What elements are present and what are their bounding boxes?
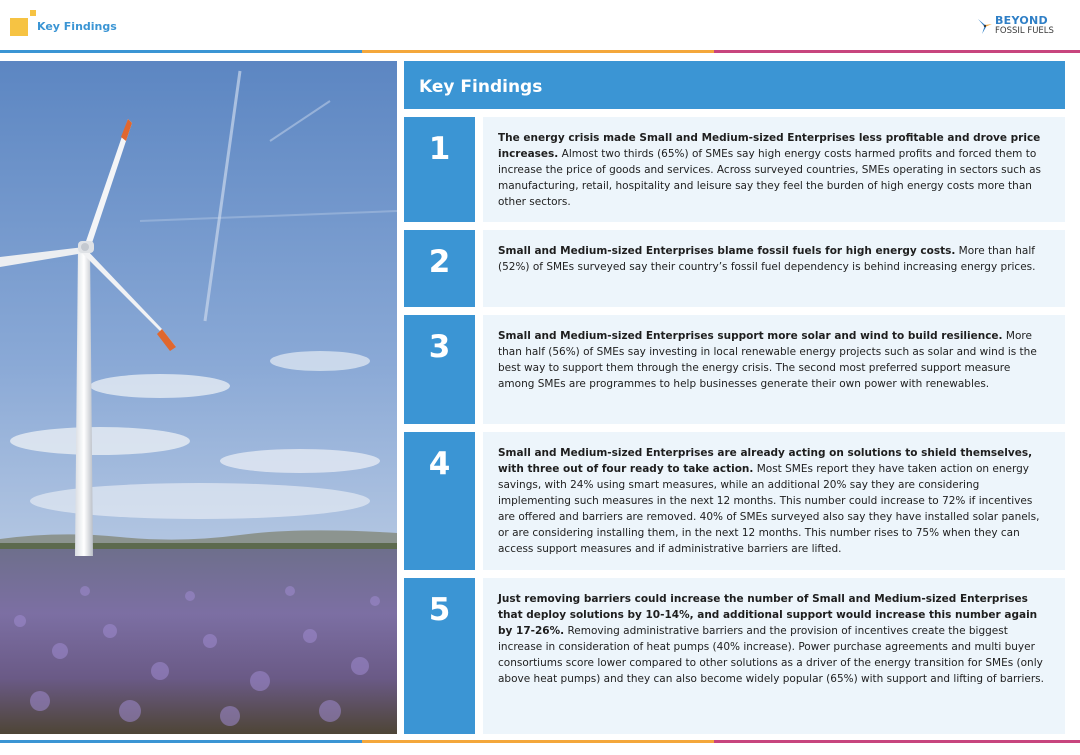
finding-2: [404, 230, 1065, 307]
wind-turbine-photo: [0, 61, 397, 734]
page-header: [0, 0, 1080, 50]
finding-body: Almost two thirds (65%) of SMEs say high energy costs harmed profits and forced them to increase the price of goods and services. Across surveyed countries, SMEs operating in sectors such as manufacturing, retail, hospitality and leisure say they feel the burden of high energy costs more than other sectors.: [498, 148, 1041, 208]
finding-text: [498, 243, 1050, 275]
finding-3: [404, 315, 1065, 424]
finding-text-box: [483, 432, 1065, 570]
finding-headline: Just removing barriers could increase the number of Small and Medium-sized Enterprises that deploy solutions by 10-14%, and additional support would increase this number again by 17-26%.: [498, 593, 1038, 637]
panel-title: Key Findings: [419, 77, 543, 97]
wind-turbine-brand-icon: [976, 16, 994, 36]
finding-text-box: [483, 315, 1065, 424]
finding-text-box: [483, 117, 1065, 222]
finding-text: [498, 445, 1050, 557]
finding-1: [404, 117, 1065, 222]
finding-number: 5: [428, 592, 451, 628]
finding-number: 1: [428, 131, 451, 167]
finding-4: [404, 432, 1065, 570]
finding-number: 2: [428, 244, 451, 280]
beyond-fossil-fuels-logo: [976, 14, 1066, 38]
header-section-title: Key Findings: [37, 20, 117, 33]
finding-number: 3: [428, 329, 451, 365]
finding-text-box: [483, 578, 1065, 734]
finding-text: [498, 591, 1050, 687]
finding-number-box: [404, 578, 475, 734]
finding-headline: Small and Medium-sized Enterprises support more solar and wind to build resilience.: [498, 330, 1003, 342]
bottom-color-stripe: [0, 740, 1080, 743]
finding-number-box: [404, 315, 475, 424]
yellow-squares-logo-icon: [10, 10, 36, 36]
key-findings-title-bar: [404, 61, 1065, 109]
top-color-stripe: [0, 50, 1080, 53]
finding-text: [498, 328, 1050, 392]
finding-text-box: [483, 230, 1065, 307]
finding-body: Most SMEs report they have taken action on energy savings, with 24% using smart measures, while an additional 20% say they are considering implementing such measures in the next 12 months. This number could increase to 72% if incentives are offered and barriers are removed. 40% of SMEs surveyed also say they have installed solar panels, or are considering installing them, in the next 12 months. This number rises to 75% when they can access support measures and if administrative barriers are lifted.: [498, 463, 1040, 555]
brand-name-line1: BEYOND: [995, 14, 1048, 27]
finding-text: [498, 130, 1050, 210]
finding-number: 4: [428, 446, 451, 482]
finding-5: [404, 578, 1065, 734]
finding-number-box: [404, 432, 475, 570]
brand-name-line2: FOSSIL FUELS: [995, 26, 1054, 36]
finding-headline: Small and Medium-sized Enterprises are already acting on solutions to shield themselves, with three out of four ready to take action.: [498, 447, 1033, 475]
finding-headline: Small and Medium-sized Enterprises blame fossil fuels for high energy costs.: [498, 245, 956, 257]
finding-number-box: [404, 117, 475, 222]
finding-headline: The energy crisis made Small and Medium-sized Enterprises less profitable and drove price increases.: [498, 132, 1041, 160]
finding-number-box: [404, 230, 475, 307]
finding-body: More than half (52%) of SMEs surveyed say their country’s fossil fuel dependency is behind increasing energy prices.: [498, 245, 1036, 273]
finding-body: More than half (56%) of SMEs say investing in local renewable energy projects such as solar and wind is the best way to support them through the energy crisis. The second most preferred support measure among SMEs are programmes to help businesses generate their own power with renewables.: [498, 330, 1037, 390]
finding-body: Removing administrative barriers and the provision of incentives create the biggest increase in consideration of heat pumps (40% increase). Power purchase agreements and multi buyer consortiums score lower compared to other solutions as a driver of the energy transition for SMEs (only above heat pumps) and they can also become widely popular (65%) with support and lifting of barriers.: [498, 625, 1044, 685]
